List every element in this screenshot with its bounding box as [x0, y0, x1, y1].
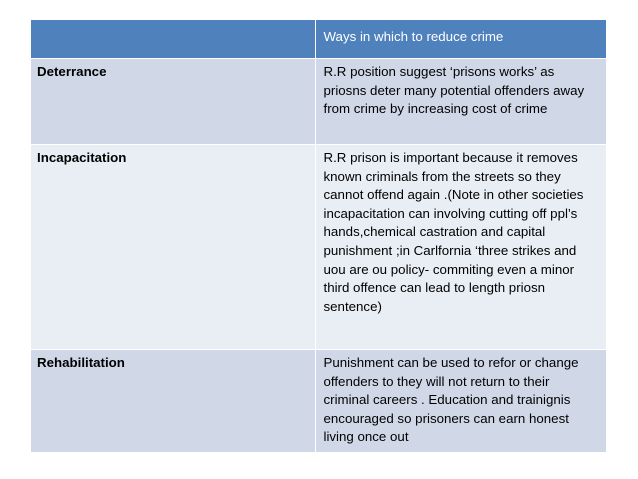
table-row — [31, 350, 606, 453]
header-row — [31, 20, 606, 59]
row-text-deterrance: R.R position suggest ‘prisons works’ as priosns deter many potential offenders away from crime by increasing cost of crime — [315, 59, 606, 145]
row-label-rehabilitation: Rehabilitation — [31, 350, 315, 453]
table-row — [31, 59, 606, 145]
header-cell-blank — [31, 20, 315, 59]
table-row — [31, 145, 606, 350]
row-label-incapacitation: Incapacitation — [31, 145, 315, 350]
row-text-incapacitation: R.R prison is important because it removes known criminals from the streets so they cannot offend again .(Note in other societies incapacitation can involving cutting off ppl’s hands,chemical castration and capital punishment ;in Carlfornia ‘three strikes and uou are ou policy- commiting even a minor third offence can lead to length priosn sentence) — [315, 145, 606, 350]
table-body — [31, 59, 606, 453]
table-header — [31, 20, 606, 59]
row-text-rehabilitation: Punishment can be used to refor or change offenders to they will not return to their criminal careers . Education and trainignis encouraged so prisoners can earn honest living once out — [315, 350, 606, 453]
row-label-deterrance: Deterrance — [31, 59, 315, 145]
crime-reduction-table — [31, 20, 606, 453]
header-cell-ways: Ways in which to reduce crime — [315, 20, 606, 59]
